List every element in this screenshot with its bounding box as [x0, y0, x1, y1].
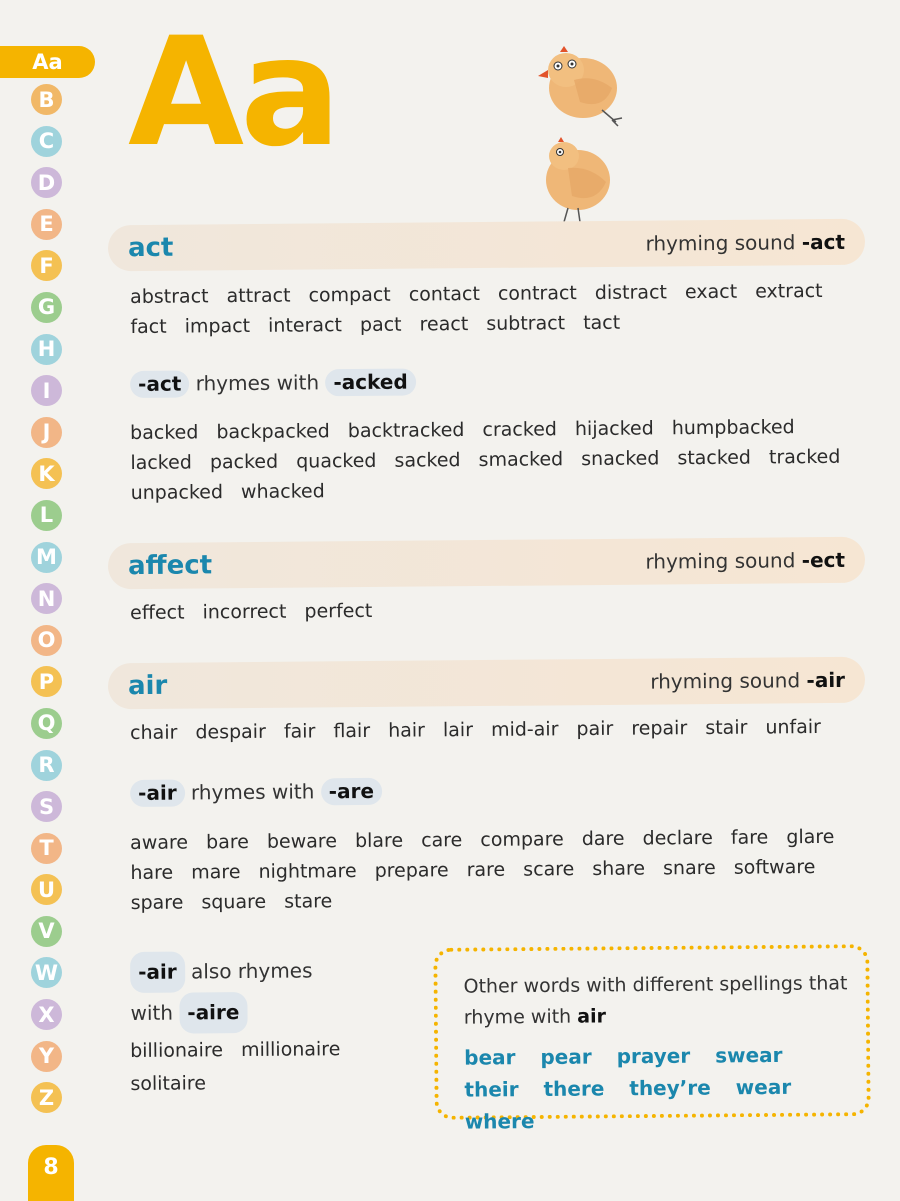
rhyme-word: they’re: [629, 1075, 711, 1101]
rhyme-word: care: [421, 829, 463, 852]
rhyme-word: lair: [442, 719, 474, 742]
bottom-chick: [546, 137, 610, 222]
rhyme-word: distract: [594, 281, 668, 304]
rhyme-word: bare: [206, 830, 249, 854]
rhyme-label: rhyming sound -ect: [645, 547, 846, 574]
rhyme-word: rare: [466, 858, 506, 882]
rhyme-word: glare: [786, 825, 835, 849]
rhyme-word: contact: [408, 282, 480, 306]
index-letter-h[interactable]: H: [31, 334, 62, 365]
entry-band-air: [108, 657, 865, 710]
index-letter-b[interactable]: B: [31, 84, 62, 115]
word-list-air: [130, 712, 860, 748]
rhyme-word: bear: [464, 1045, 516, 1070]
rhyme-word: stair: [705, 716, 748, 739]
top-chick: [538, 46, 622, 126]
rhyme-word: wear: [735, 1074, 792, 1100]
index-letter-y[interactable]: Y: [31, 1041, 62, 1072]
rhyme-word: impact: [184, 314, 251, 338]
index-letter-q[interactable]: Q: [31, 708, 62, 739]
rhyme-word: fair: [283, 720, 316, 743]
rhyme-word: abstract: [130, 285, 209, 308]
rhyme-word: cracked: [482, 418, 558, 441]
index-letter-w[interactable]: W: [31, 957, 62, 988]
index-letter-g[interactable]: G: [31, 292, 62, 323]
index-letter-o[interactable]: O: [31, 625, 62, 656]
rhyme-word: fare: [730, 826, 769, 849]
rhyme-word: despair: [195, 720, 266, 744]
rhyme-word: sacked: [394, 449, 461, 472]
rhyme-word: share: [592, 857, 646, 880]
rhyme-word: flair: [333, 719, 371, 743]
entry-word: act: [127, 232, 174, 264]
index-letter-i[interactable]: I: [31, 375, 62, 406]
rhyme-word: effect: [130, 601, 185, 624]
rhyme-label: rhyming sound -act: [645, 229, 846, 256]
word-list-acked: [130, 412, 861, 508]
word-list-act: [130, 276, 860, 342]
rhyme-word: pact: [359, 313, 402, 336]
word-list-aire: [130, 1033, 381, 1101]
rhyme-word: swear: [715, 1042, 783, 1068]
rhyme-word: compare: [480, 828, 564, 851]
rhyme-word: snare: [662, 856, 716, 880]
index-letter-v[interactable]: V: [31, 916, 62, 947]
rhyme-word: unfair: [765, 715, 822, 739]
rhyme-word: spare: [130, 891, 184, 914]
index-letter-n[interactable]: N: [31, 583, 62, 614]
rhyme-word: attract: [226, 284, 291, 308]
rhyme-word: snacked: [581, 447, 660, 471]
index-letter-s[interactable]: S: [31, 791, 62, 822]
rhyme-word: aware: [130, 831, 189, 854]
rhyme-word: react: [419, 313, 469, 336]
rhyme-word: contract: [497, 282, 577, 305]
index-letter-x[interactable]: X: [31, 999, 62, 1030]
rhyme-word: stacked: [677, 446, 751, 470]
rhyme-word: their: [464, 1077, 519, 1102]
other-spellings-box: [433, 944, 870, 1134]
rhyme-word: blare: [354, 829, 404, 853]
index-letter-m[interactable]: M: [31, 542, 62, 573]
index-letter-f[interactable]: F: [31, 250, 62, 281]
index-letter-p[interactable]: P: [31, 666, 62, 697]
index-letter-j[interactable]: J: [31, 417, 62, 448]
rhyme-word: scare: [523, 858, 575, 881]
rhyme-word: packed: [209, 450, 279, 474]
rhyme-word: incorrect: [202, 600, 287, 624]
rhyme-word: unpacked: [130, 481, 224, 504]
rhyme-word: interact: [268, 314, 343, 337]
index-letter-t[interactable]: T: [31, 833, 62, 864]
rhyme-word: pair: [576, 717, 614, 741]
index-letter-z[interactable]: Z: [31, 1082, 62, 1113]
subheading-air-aire: -air also rhymes with -aire: [130, 950, 361, 1034]
rhyme-word: stare: [284, 890, 333, 913]
index-letter-l[interactable]: L: [31, 500, 62, 531]
rhyme-word: humpbacked: [671, 416, 795, 440]
index-letter-d[interactable]: D: [31, 167, 62, 198]
subheading-act-acked: -act rhymes with -acked: [130, 369, 416, 398]
entry-band-act: [108, 219, 865, 272]
rhyme-word: square: [201, 890, 267, 914]
rhyme-word: prepare: [374, 859, 449, 882]
entry-word: affect: [127, 550, 213, 582]
rhyme-word: mid-air: [490, 718, 559, 741]
subheading-air-are: -air rhymes with -are: [130, 778, 382, 807]
rhyme-word: backpacked: [216, 420, 330, 444]
rhyme-word: backed: [130, 421, 199, 444]
index-letter-u[interactable]: U: [31, 874, 62, 905]
page-number: 8: [28, 1145, 74, 1201]
rhyme-word: there: [543, 1076, 605, 1101]
box-text: Other words with different spellings that rhyme with air: [463, 972, 848, 1029]
current-letter-tab[interactable]: Aa: [0, 46, 95, 78]
rhyme-word: perfect: [304, 599, 373, 623]
entry-word: air: [127, 670, 168, 702]
rhyme-word: prayer: [616, 1043, 691, 1069]
rhyme-word: millionaire: [240, 1038, 341, 1062]
alphabet-index: [31, 84, 63, 1124]
rhyme-word: hair: [388, 719, 426, 742]
rhyme-word: smacked: [478, 448, 564, 471]
rhyme-word: nightmare: [258, 860, 357, 883]
rhyme-word: backtracked: [347, 419, 465, 443]
rhyme-word: extract: [755, 279, 823, 303]
rhyme-word: pear: [540, 1044, 592, 1069]
rhyme-word: subtract: [486, 312, 566, 335]
rhyme-word: declare: [642, 826, 713, 850]
rhyme-word: tact: [583, 311, 621, 335]
rhyme-word: beware: [266, 830, 338, 853]
chicks-illustration: [528, 40, 638, 225]
index-letter-k[interactable]: K: [31, 458, 62, 489]
rhyme-word: lacked: [130, 451, 192, 474]
rhyme-word: where: [464, 1109, 535, 1134]
rhyme-word: dare: [581, 827, 625, 851]
rhyme-word: fact: [130, 315, 167, 338]
rhyme-word: tracked: [768, 445, 841, 469]
rhyme-word: whacked: [240, 480, 325, 504]
rhyme-word: billionaire: [130, 1039, 224, 1062]
rhyme-label: rhyming sound -air: [650, 667, 846, 694]
entry-band-affect: [108, 537, 865, 590]
rhyme-word: quacked: [296, 449, 377, 473]
rhyme-word: chair: [130, 721, 178, 744]
rhyme-word: repair: [631, 717, 688, 740]
rhyme-word: hare: [130, 861, 174, 884]
rhyme-word: mare: [191, 861, 241, 884]
box-word-list: [464, 1038, 865, 1137]
index-letter-r[interactable]: R: [31, 750, 62, 781]
index-letter-c[interactable]: C: [31, 126, 62, 157]
rhyme-word: software: [733, 856, 816, 879]
page-title: Aa: [128, 6, 338, 180]
rhyme-word: solitaire: [130, 1072, 207, 1095]
word-list-are: [130, 822, 861, 918]
rhyme-word: exact: [684, 280, 738, 304]
rhyme-word: compact: [308, 283, 391, 307]
word-list-affect: [130, 592, 860, 628]
rhyme-word: hijacked: [574, 417, 654, 441]
index-letter-e[interactable]: E: [31, 209, 62, 240]
